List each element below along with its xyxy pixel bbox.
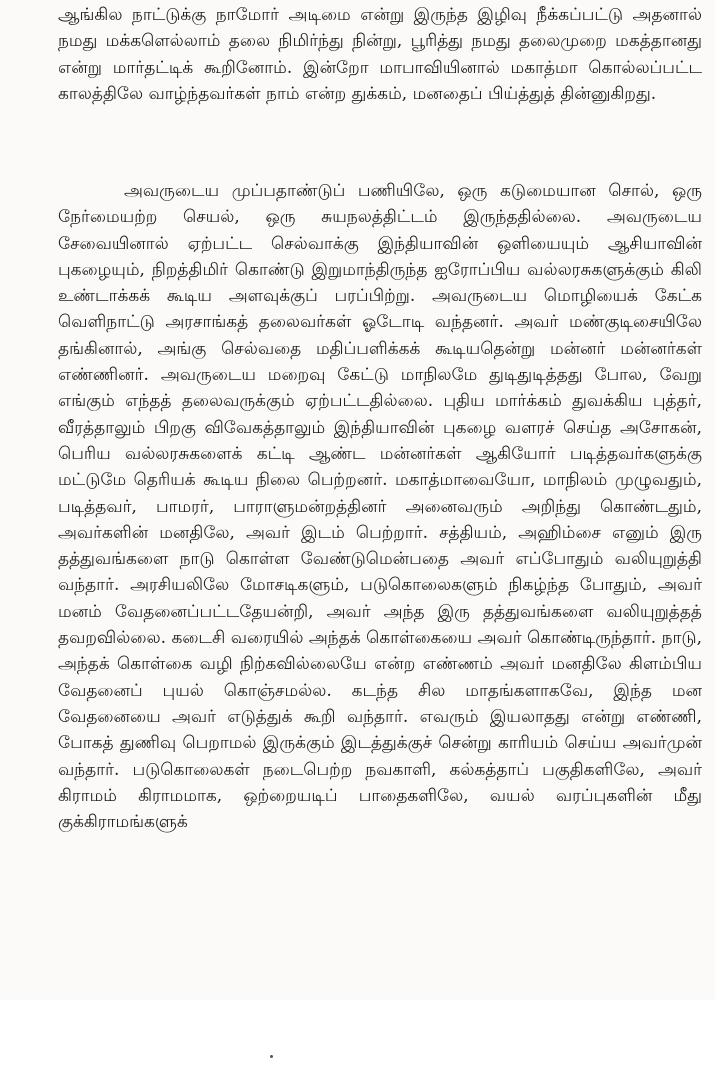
paragraph-1-text: ஆங்கில நாட்டுக்கு நாமோர் அடிமை என்று இருந்த இழிவு நீக்கப்பட்டு அதனால் நமது மக்களெல்லாம் தலை நிமிர்ந்து நின்று, பூரித்து நமது தலைமுறை மகத்தானது என்று மார்தட்டிக் கூறினோம். இன்றோ மாபாவியினால் மகாத்மா கொல்லப்பட்ட காலத்திலே வாழ்ந்தவர்கள் நாம் என்ற துக்கம், மனதைப் பிய்த்துத் தின்னுகிறது.: [58, 5, 702, 104]
paragraph-2: [58, 178, 702, 835]
paragraph-2-text: அவருடைய முப்பதாண்டுப் பணியிலே, ஒரு கடுமையான சொல், ஒரு நேர்மையற்ற செயல், ஒரு சுயநலத்திட்டம் இருந்ததில்லை. அவருடைய சேவையினால் ஏற்பட்ட செல்வாக்கு இந்தியாவின் ஒளியையும் ஆசியாவின் புகழையும், நிறத்திமிர் கொண்டு இறுமாந்திருந்த ஐரோப்பிய வல்லரசுகளுக்கும் கிலி உண்டாக்கக் கூடிய அளவுக்குப் பரப்பிற்று. அவருடைய மொழியைக் கேட்க வெளிநாட்டு அரசாங்கத் தலைவர்கள் ஓடோடி வந்தனர். அவர் மண்குடிசையிலே தங்கினால், அங்கு செல்வதை மதிப்பளிக்கக் கூடியதென்று மன்னர் மன்னர்கள் எண்ணினர். அவருடைய மறைவு கேட்டு மாநிலமே துடிதுடித்தது போல, வேறு எங்கும் எந்தத் தலைவருக்கும் ஏற்பட்டதில்லை. புதிய மார்க்கம் துவக்கிய புத்தர், வீரத்தாலும் பிறகு விவேகத்தாலும் இந்தியாவின் புகழை வளரச் செய்த அசோகன், பெரிய வல்லரசுகளைக் கட்டி ஆண்ட மன்னர்கள் ஆகியோர் படித்தவர்களுக்கு மட்டுமே தெரியக் கூடிய நிலை பெற்றனர். மகாத்மாவையோ, மாநிலம் முழுவதும், படித்தவர், பாமரர், பாராளுமன்றத்தினர் அனைவரும் அறிந்து கொண்டதும், அவர்களின் மனதிலே, அவர் இடம் பெற்றார். சத்தியம், அஹிம்சை எனும் இரு தத்துவங்களை நாடு கொள்ள வேண்டுமென்பதை அவர் எப்போதும் வலியுறுத்தி வந்தார். அரசியலிலே மோசடிகளும், படுகொலைகளும் நிகழ்ந்த போதும், அவர் மனம் வேதனைப்பட்டதேயன்றி, அவர் அந்த இரு தத்துவங்களை வலியுறுத்தத் தவறவில்லை. கடைசி வரையில் அந்தக் கொள்கையை அவர் கொண்டிருந்தார். நாடு, அந்தக் கொள்கை வழி நிற்கவில்லையே என்ற எண்ணம் அவர் மனதிலே கிளம்பிய வேதனைப் புயல் கொஞ்சமல்ல. கடந்த சில மாதங்களாகவே, இந்த மன வேதனையை அவர் எடுத்துக் கூறி வந்தார். எவரும் இயலாதது என்று எண்ணி, போகத் துணிவு பெறாமல் இருக்கும் இடத்துக்குச் சென்று காரியம் செய்ய அவர்முன் வந்தார். படுகொலைகள் நடைபெற்ற நவகாளி, கல்கத்தாப் பகுதிகளிலே, அவர் கிராமம் கிராமமாக, ஒற்றையடிப் பாதைகளிலே, வயல் வரப்புகளின் மீது குக்கிராமங்களுக்: [58, 181, 702, 833]
paragraph-1: [58, 2, 702, 107]
page-footer-dot: [270, 1055, 273, 1058]
